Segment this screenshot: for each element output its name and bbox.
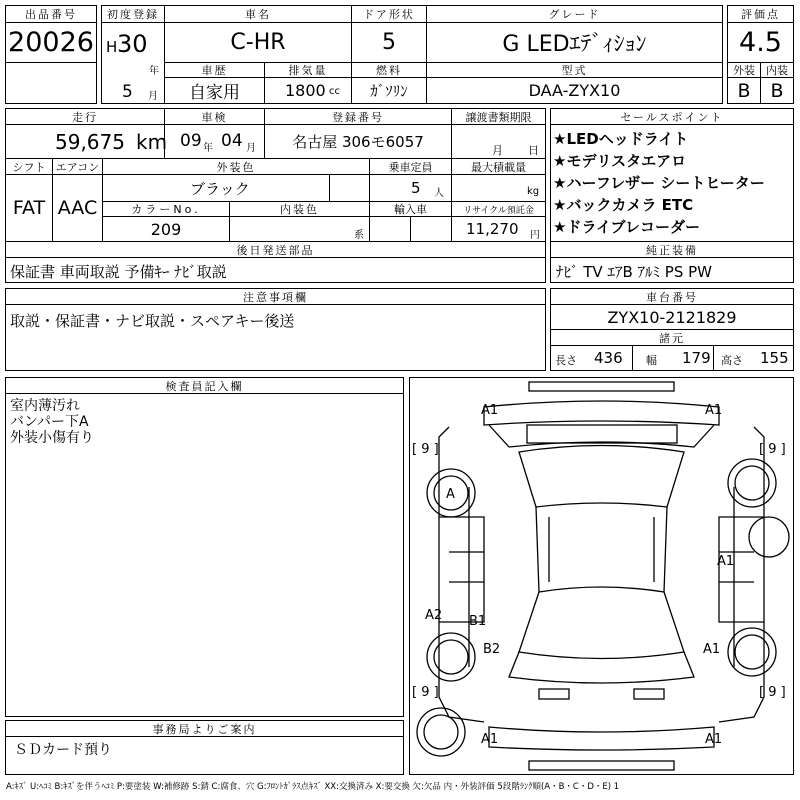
lot-number-label: 出品番号 xyxy=(5,5,97,23)
displacement-label: 排気量 xyxy=(264,62,352,78)
door: 5 xyxy=(351,22,427,63)
interior-grade: B xyxy=(760,77,794,104)
damage-mark: [ 9 ] xyxy=(412,685,439,700)
capacity-unit: 人 xyxy=(434,188,444,199)
chassis-number: ZYX10-2121829 xyxy=(550,304,794,330)
recycle-label: リサイクル預託金 xyxy=(451,201,546,217)
damage-mark: [ 9 ] xyxy=(759,442,786,457)
displacement-unit: cc xyxy=(329,86,340,97)
office-label: 事務局よりご案内 xyxy=(5,720,404,737)
ac: AAC xyxy=(52,174,103,242)
grade-label: グレード xyxy=(426,5,723,23)
first-registration-label: 初度登録 xyxy=(101,5,165,23)
shift-label: シフト xyxy=(5,158,53,175)
color: ブラック xyxy=(190,180,250,198)
height-label: 高さ xyxy=(721,354,743,367)
later-parts: 保証書 車両取説 予備ｷｰ ﾅﾋﾞ取説 xyxy=(10,263,227,281)
history: 自家用 xyxy=(164,77,265,104)
inspection-month: 04 xyxy=(221,131,243,151)
equipment: ﾅﾋﾞ TV ｴｱB ｱﾙﾐ PS PW xyxy=(556,263,712,281)
selling-point: ★LEDヘッドライト xyxy=(553,130,689,148)
legend: A:ｷｽﾞ U:ﾍｺﾐ B:ｷｽﾞを伴うﾍｺﾐ P:要塗装 W:補修跡 S:錆 C:腐食、穴 G:ﾌﾛﾝﾄｶﾞﾗｽ点ｷｽﾞ XX:交換済み X:要交換 欠:欠品 内・外装評価 5段階ﾗﾝｸ順(A・B・C・D・E) 1 xyxy=(6,782,620,792)
dims-box xyxy=(550,345,794,371)
inspector-notes xyxy=(10,398,94,446)
inspector-line: バンパー下A xyxy=(10,414,89,430)
equipment-label: 純正装備 xyxy=(550,241,794,258)
damage-mark: A1 xyxy=(481,403,499,418)
color-label: 外装色 xyxy=(102,158,370,175)
mileage: 59,675 xyxy=(55,130,125,154)
lot-blank xyxy=(5,62,97,104)
notes-label: 注意事項欄 xyxy=(5,288,546,305)
dims-label: 諸元 xyxy=(550,329,794,346)
inspector-line: 室内薄汚れ xyxy=(10,398,80,414)
era: H xyxy=(106,38,118,56)
car-diagram xyxy=(409,377,794,775)
import-label: 輸入車 xyxy=(369,201,452,217)
reg-year: 30 xyxy=(117,30,148,58)
damage-mark: B2 xyxy=(483,642,501,657)
notes: 取説・保証書・ナビ取説・スペアキー後送 xyxy=(10,312,295,330)
import-divider xyxy=(410,216,411,242)
damage-mark: [ 9 ] xyxy=(412,442,439,457)
grade: G LEDｴﾃﾞｨｼｮﾝ xyxy=(426,22,723,63)
damage-mark: A1 xyxy=(717,554,735,569)
damage-mark: A2 xyxy=(425,608,443,623)
damage-mark: A1 xyxy=(703,642,721,657)
width: 179 xyxy=(682,349,711,367)
interior-color-unit: 系 xyxy=(354,230,364,241)
car-name-label: 車名 xyxy=(164,5,352,23)
damage-mark: [ 9 ] xyxy=(759,685,786,700)
damage-mark: A xyxy=(446,487,455,502)
recycle: 11,270 xyxy=(466,220,519,238)
selling-point: ★ドライブレコーダー xyxy=(553,218,700,236)
transfer-month: 月 xyxy=(492,144,503,157)
capacity-label: 乗車定員 xyxy=(369,158,452,175)
fuel: ｶﾞｿﾘﾝ xyxy=(351,77,427,104)
exterior-grade: B xyxy=(727,77,761,104)
interior-color-label: 内装色 xyxy=(229,201,370,217)
damage-mark: A1 xyxy=(705,403,723,418)
selling-point: ★モデリスタエアロ xyxy=(553,152,687,170)
selling-point: ★バックカメラ ETC xyxy=(553,196,694,214)
history-label: 車歴 xyxy=(164,62,265,78)
width-label: 幅 xyxy=(646,354,657,367)
door-label: ドア形状 xyxy=(351,5,427,23)
fuel-label: 燃料 xyxy=(351,62,427,78)
later-parts-label: 後日発送部品 xyxy=(5,241,546,258)
recycle-unit: 円 xyxy=(530,230,540,241)
dims-divider xyxy=(632,345,633,371)
reg-year-unit: 年 xyxy=(149,66,159,77)
length-label: 長さ xyxy=(555,354,577,367)
office-notice: ＳＤカード預り xyxy=(14,742,112,758)
dims-divider xyxy=(713,345,714,371)
load-label: 最大積載量 xyxy=(451,158,546,175)
reg-month-unit: 月 xyxy=(148,91,158,102)
length: 436 xyxy=(594,349,623,367)
color-divider xyxy=(329,174,330,202)
inspection-year: 09 xyxy=(180,131,202,151)
car-name: C-HR xyxy=(164,22,352,63)
plate-label: 登録番号 xyxy=(264,108,452,125)
reg-month: 5 xyxy=(122,82,133,102)
chassis-label: 車台番号 xyxy=(550,288,794,305)
transfer-label: 譲渡書類期限 xyxy=(451,108,546,125)
inspection-month-unit: 月 xyxy=(246,143,256,154)
selling-points-list xyxy=(553,128,765,238)
exterior-label: 外装 xyxy=(727,62,761,78)
transfer-day: 日 xyxy=(528,144,539,157)
plate: 名古屋 306モ6057 xyxy=(264,124,452,159)
lot-number: 20026 xyxy=(5,22,97,63)
load-unit: kg xyxy=(527,186,540,197)
damage-mark: B1 xyxy=(469,614,487,629)
mileage-unit: km xyxy=(136,130,168,154)
displacement: 1800 xyxy=(285,81,326,100)
interior-label: 内装 xyxy=(760,62,794,78)
damage-mark: A1 xyxy=(481,732,499,747)
mileage-label: 走行 xyxy=(5,108,165,125)
color-number-label: カラーNo. xyxy=(102,201,230,217)
inspection-year-unit: 年 xyxy=(203,143,213,154)
height: 155 xyxy=(760,349,789,367)
score-label: 評価点 xyxy=(727,5,794,23)
inspection-label: 車検 xyxy=(164,108,265,125)
inspector-line: 外装小傷有り xyxy=(10,430,94,446)
capacity: 5 xyxy=(411,179,421,197)
damage-mark: A1 xyxy=(705,732,723,747)
interior-color-box xyxy=(229,216,370,242)
score: 4.5 xyxy=(727,22,794,63)
selling-point: ★ハーフレザー シートヒーター xyxy=(553,174,765,192)
model: DAA-ZYX10 xyxy=(426,77,723,104)
ac-label: エアコン xyxy=(52,158,103,175)
inspector-label: 検査員記入欄 xyxy=(5,377,404,394)
color-number: 209 xyxy=(102,216,230,242)
shift: FAT xyxy=(5,174,53,242)
selling-points-label: セールスポイント xyxy=(550,108,794,125)
model-label: 型式 xyxy=(426,62,723,78)
